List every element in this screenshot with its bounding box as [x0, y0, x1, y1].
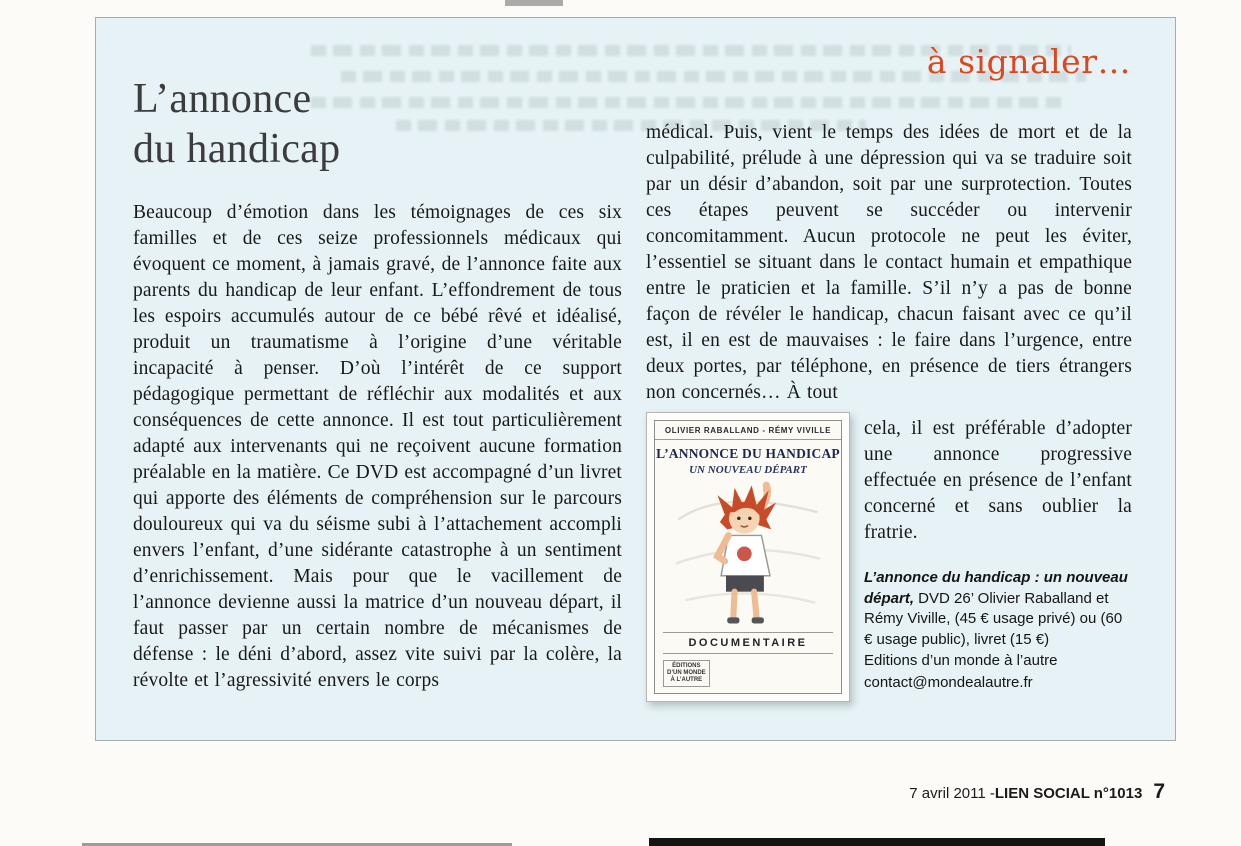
article-box — [95, 17, 1176, 741]
page-footer — [909, 780, 1165, 804]
article-column-left — [133, 200, 622, 694]
scan-artifact-top — [505, 0, 563, 6]
footer-page-number: 7 — [1153, 780, 1165, 803]
caption-details: DVD 26’ Olivier Raballand et Rémy Viville, (45 € usage privé) ou (60 € usage public), livret (15 €) — [864, 589, 1123, 648]
caption-publisher: Editions d’un monde à l’autre — [864, 652, 1058, 669]
caption-contact: contact@mondealautre.fr — [864, 673, 1033, 691]
section-label: à signaler… — [926, 42, 1131, 81]
article-text-right-top: médical. Puis, vient le temps des idées de mort et de la culpabilité, prélude à une dépression qui va se traduire soit par un désir d’abandon, soit par une surprotection. Toutes ces étapes peuvent se succéder ou intervenir concomitamment. Aucun protocole ne peut les éviter, l’essentiel se situant dans le contact humain et empathique entre le praticien et la famille. S’il n’y a pas de bonne façon de révéler le handicap, chacun faisant avec ce qu’il est, il en est de mauvaises : le faire dans l’urgence, entre deux portes, par téléphone, en présence de tiers étrangers non concernés… À tout — [646, 122, 1132, 403]
scan-bleed-artifact — [311, 97, 1066, 108]
article-title-line1: L’annonce — [133, 76, 312, 122]
article-column-right — [646, 120, 1132, 702]
dvd-cover-illustration — [655, 478, 841, 632]
dvd-row — [646, 412, 1132, 702]
beside-dvd-column — [864, 412, 1132, 702]
caption-title: L’annonce du handicap : un nouveau départ, — [864, 569, 1128, 607]
dvd-caption — [864, 568, 1132, 693]
dvd-cover-inner — [654, 420, 842, 694]
footer-date: 7 avril 2011 - — [909, 785, 995, 802]
scan-artifact-bottom-bar — [649, 838, 1105, 846]
dvd-genre-label: DOCUMENTAIRE — [663, 632, 833, 654]
article-text-left: Beaucoup d’émotion dans les témoignages de ces six familles et de ces seize professionnels médicaux qui évoquent ce moment, à jamais gravé, de l’annonce faite aux parents du handicap de leur enfant. L’effondrement de tous les espoirs accumulés autour de ce bébé rêvé et idéalisé, produit un traumatisme à l’origine d’une véritable incapacité à penser. D’où l’intérêt de ce support pédagogique permettant de réfléchir aux modalités et aux conséquences de cette annonce. Il est tout particulièrement adapté aux intervenants qui ne reçoivent aucune formation préalable en la matière. Ce DVD est accompagné d’un livret qui apporte des éléments de compréhension sur le parcours douloureux qui va du séisme subi à l’attachement accompli envers l’enfant, d’une sidérante catastrophe à un sentiment d’enrichissement. Mais pour que le vacillement de l’annonce devienne aussi la matrice d’un nouveau départ, il faut passer par un certain nombre de mécanismes de défense : le déni d’abord, assez vite suivi par la colère, la révolte et l’agressivité envers le corps — [133, 202, 622, 691]
article-title — [133, 74, 340, 174]
dvd-cover — [646, 412, 850, 702]
dvd-subtitle: UN NOUVEAU DÉPART — [689, 464, 807, 476]
dvd-bottom-row — [655, 660, 841, 693]
article-title-line2: du handicap — [133, 126, 341, 172]
dvd-title: L’ANNONCE DU HANDICAP — [656, 446, 840, 461]
dvd-publisher-logo: ÉDITIONS D’UN MONDE À L’AUTRE — [663, 660, 710, 687]
footer-journal-name: LIEN SOCIAL n°1013 — [994, 785, 1143, 802]
dvd-authors: OLIVIER RABALLAND - RÉMY VIVILLE — [655, 421, 841, 440]
article-text-wrap: cela, il est préférable d’adopter une annonce progressive effectuée en présence de l’enfant concerné et sans oublier la fratrie. — [864, 418, 1132, 543]
